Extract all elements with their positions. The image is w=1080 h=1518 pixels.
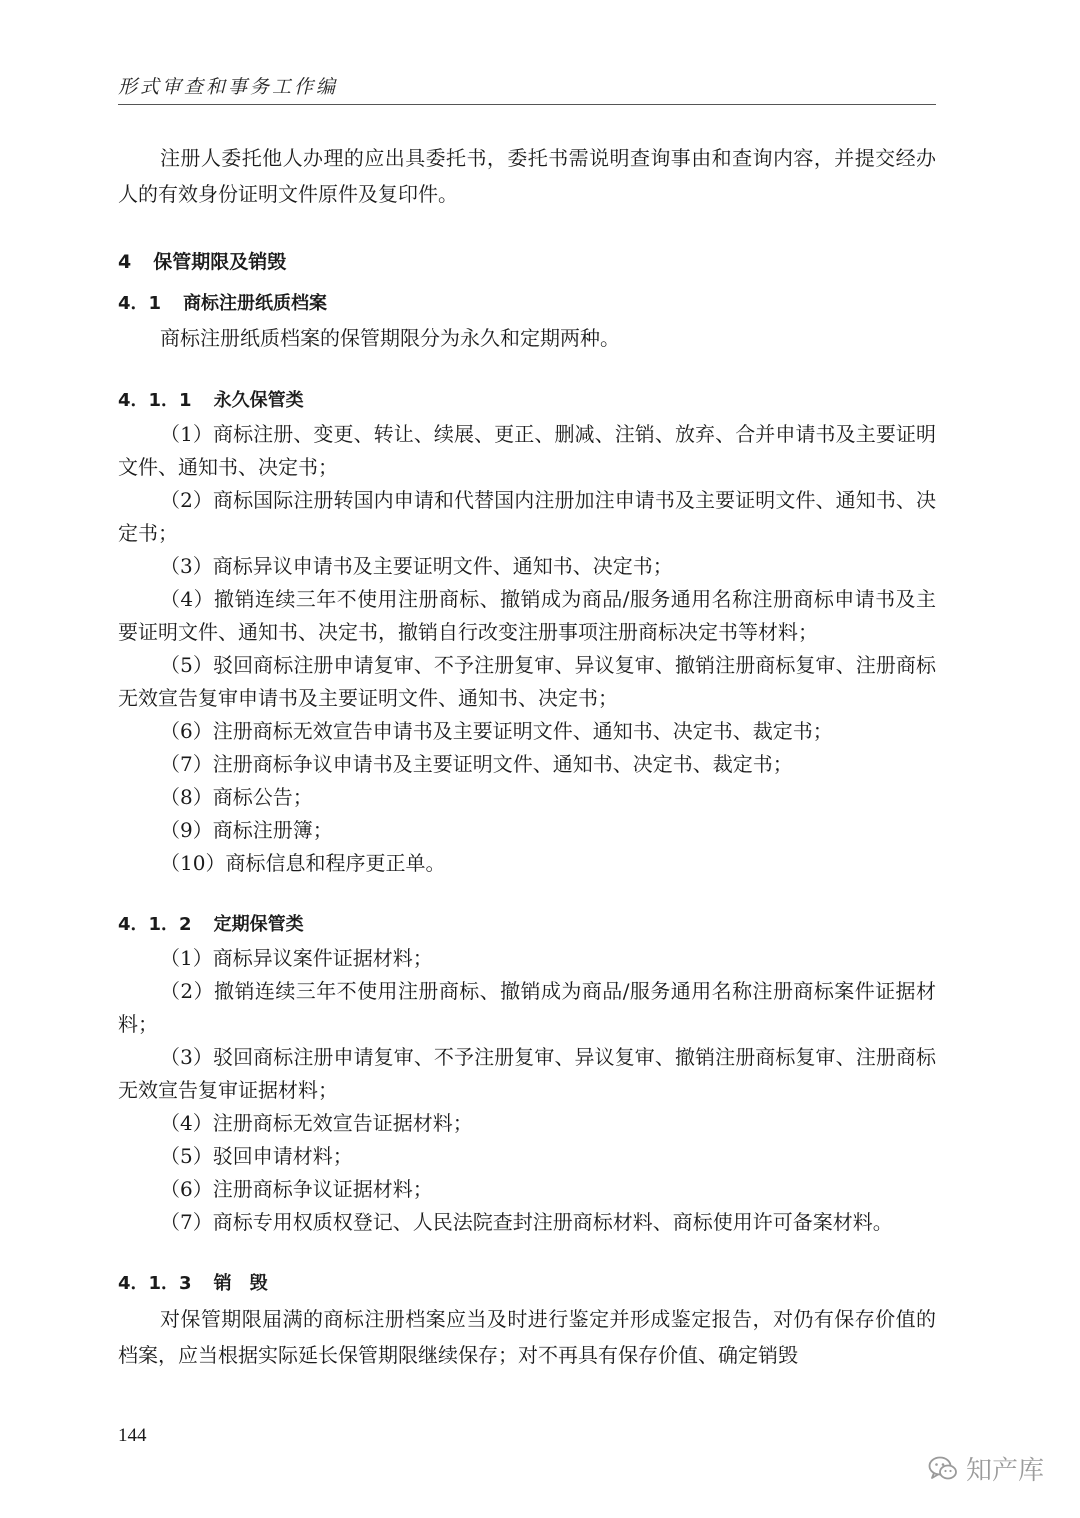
list-item: （1）商标异议案件证据材料； (160, 946, 433, 970)
list-item: （4）注册商标无效宣告证据材料； (160, 1111, 473, 1135)
watermark (928, 1450, 1044, 1487)
list-item: （3）商标异议申请书及主要证明文件、通知书、决定书； (160, 554, 673, 578)
list-item: （7）注册商标争议申请书及主要证明文件、通知书、决定书、裁定书； (160, 752, 793, 776)
section-title: 保管期限及销毁 (153, 251, 287, 273)
header-rule (118, 104, 936, 105)
list-item: （3）驳回商标注册申请复审、不予注册复审、异议复审、撤销注册商标复审、注册商标无效宣告复审证据材料； (118, 1045, 936, 1102)
list-item: （6）注册商标无效宣告申请书及主要证明文件、通知书、决定书、裁定书； (160, 719, 833, 743)
list-item: （10）商标信息和程序更正单。 (160, 851, 446, 875)
list-item: （7）商标专用权质权登记、人民法院查封注册商标材料、商标使用许可备案材料。 (160, 1210, 893, 1234)
list-item: （6）注册商标争议证据材料； (160, 1177, 433, 1201)
section-number: 4．1 (118, 293, 162, 314)
section-4-1-heading (118, 290, 936, 318)
section-number: 4．1．3 (118, 1273, 192, 1294)
list-item: （8）商标公告； (160, 785, 313, 809)
section-title: 定期保管类 (213, 914, 304, 935)
page-number: 144 (118, 1425, 147, 1446)
list-item: （2）撤销连续三年不使用注册商标、撤销成为商品/服务通用名称注册商标案件证据材料； (118, 979, 936, 1036)
section-4-1-3-paragraph: 对保管期限届满的商标注册档案应当及时进行鉴定并形成鉴定报告，对仍有保存价值的档案，应当根据实际延长保管期限继续保存；对不再具有保存价值、确定销毁 (118, 1307, 936, 1367)
permanent-items-list (118, 418, 936, 880)
list-item: （5）驳回商标注册申请复审、不予注册复审、异议复审、撤销注册商标复审、注册商标无效宣告复审申请书及主要证明文件、通知书、决定书； (118, 653, 936, 710)
section-4-1-paragraph: 商标注册纸质档案的保管期限分为永久和定期两种。 (160, 326, 620, 350)
section-title: 商标注册纸质档案 (183, 293, 328, 314)
section-title: 销 毁 (213, 1273, 268, 1294)
section-4-heading (118, 248, 936, 276)
section-title: 永久保管类 (213, 390, 304, 411)
section-4-1-3-heading (118, 1269, 936, 1299)
list-item: （4）撤销连续三年不使用注册商标、撤销成为商品/服务通用名称注册商标申请书及主要证明文件、通知书、决定书，撤销自行改变注册事项注册商标决定书等材料； (118, 587, 936, 644)
running-header: 形式审查和事务工作编 (118, 76, 339, 98)
periodic-items-list (118, 942, 936, 1239)
section-number: 4．1．2 (118, 914, 192, 935)
list-item: （5）驳回申请材料； (160, 1144, 353, 1168)
watermark-text: 知产库 (965, 1456, 1044, 1486)
page-content (118, 140, 936, 1373)
list-item: （2）商标国际注册转国内申请和代替国内注册加注申请书及主要证明文件、通知书、决定书； (118, 488, 936, 545)
wechat-icon (928, 1455, 958, 1483)
section-number: 4 (118, 251, 132, 273)
section-4-1-1-heading (118, 386, 936, 416)
list-item: （9）商标注册簿； (160, 818, 333, 842)
section-number: 4．1．1 (118, 390, 192, 411)
intro-paragraph: 注册人委托他人办理的应出具委托书，委托书需说明查询事由和查询内容，并提交经办人的有效身份证明文件原件及复印件。 (118, 146, 936, 206)
section-4-1-2-heading (118, 910, 936, 940)
list-item: （1）商标注册、变更、转让、续展、更正、删减、注销、放弃、合并申请书及主要证明文件、通知书、决定书； (118, 422, 936, 479)
